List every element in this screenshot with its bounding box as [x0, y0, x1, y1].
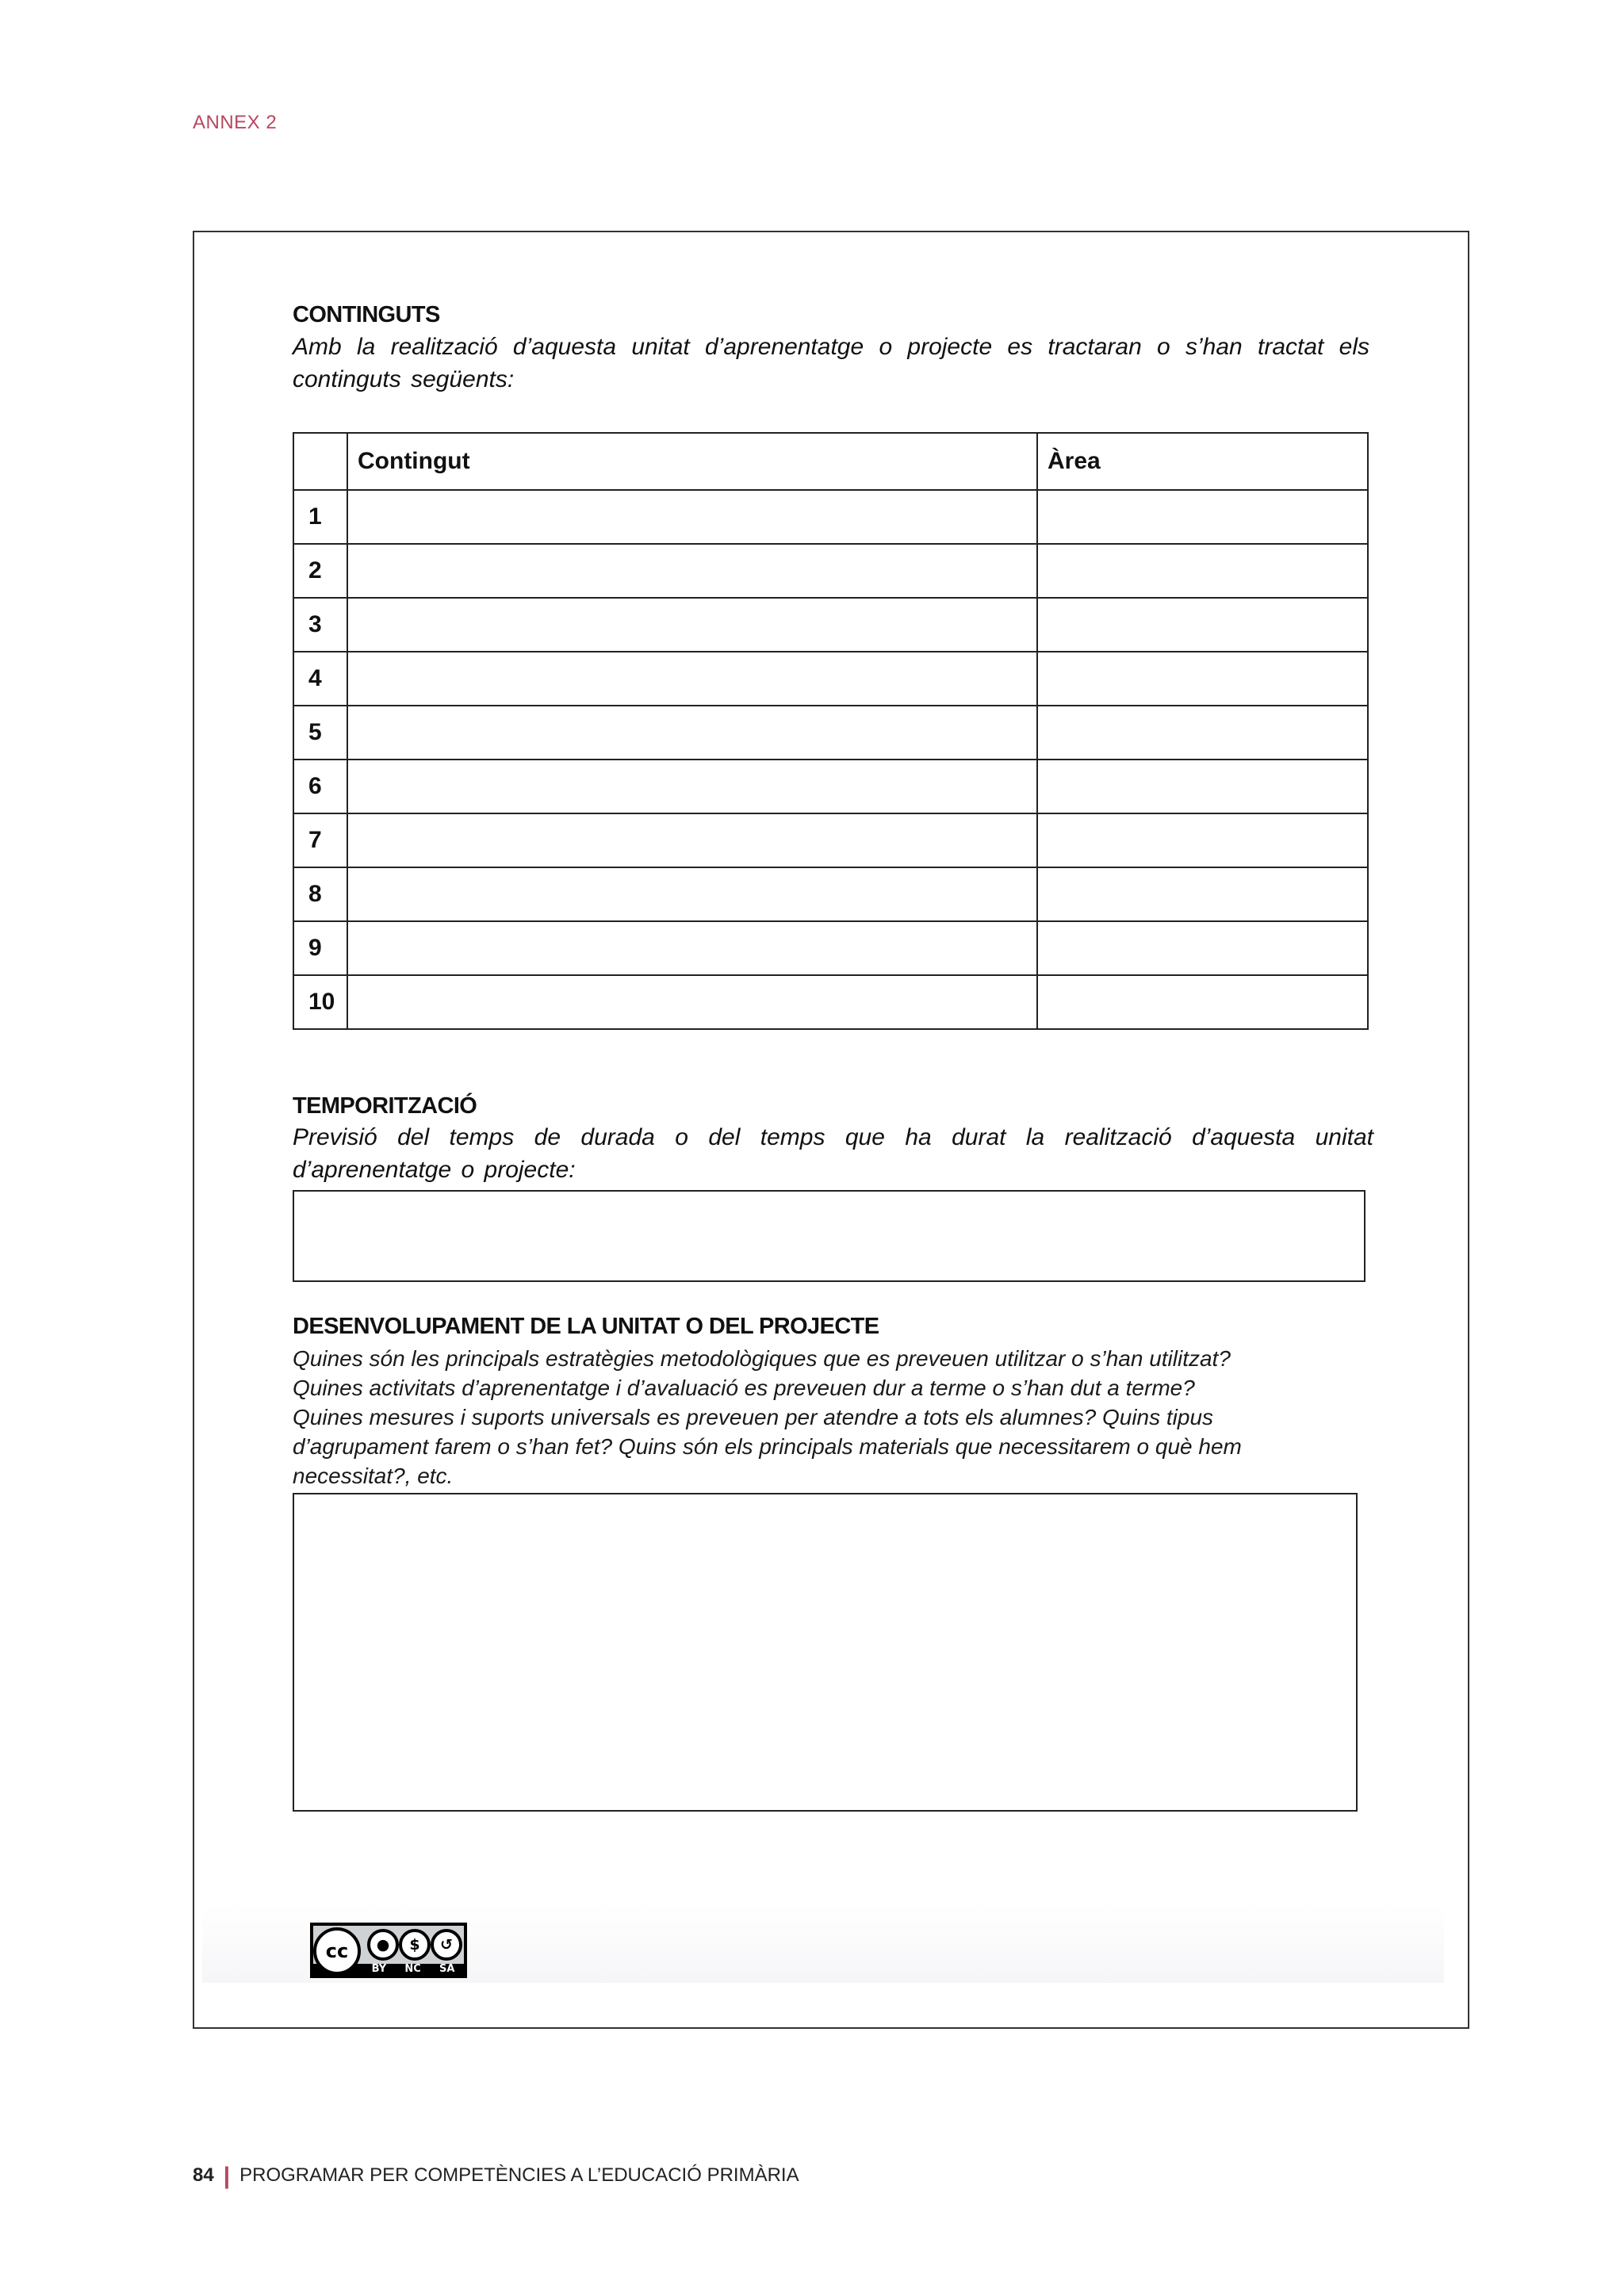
area-cell[interactable]: [1037, 975, 1368, 1029]
development-intro: [293, 1344, 1387, 1490]
table-row: [293, 490, 1368, 544]
area-cell[interactable]: [1037, 490, 1368, 544]
development-title: DESENVOLUPAMENT DE LA UNITAT O DEL PROJECTE: [293, 1314, 879, 1339]
row-number: 1: [293, 490, 347, 544]
table-row: [293, 975, 1368, 1029]
cc-logo-icon: cc: [313, 1927, 361, 1975]
sharealike-icon: ↺: [431, 1929, 462, 1961]
development-input-box[interactable]: [293, 1493, 1358, 1812]
contents-intro: Amb la realització d’aquesta unitat d’aprenentatge o projecte es tractaran o s’han tractat els continguts següents:: [293, 334, 1369, 392]
header-cell-contingut: Contingut: [347, 433, 1037, 490]
timing-input-box[interactable]: [293, 1190, 1365, 1282]
contingut-cell[interactable]: [347, 867, 1037, 921]
table-row: [293, 652, 1368, 706]
row-number: 10: [293, 975, 347, 1029]
contingut-cell[interactable]: [347, 490, 1037, 544]
contingut-cell[interactable]: [347, 921, 1037, 975]
table-row: [293, 867, 1368, 921]
table-row: [293, 760, 1368, 813]
row-number: 8: [293, 867, 347, 921]
license-sa-label: SA: [439, 1963, 455, 1975]
page-footer: [193, 2163, 799, 2190]
table-row: [293, 706, 1368, 760]
contingut-cell[interactable]: [347, 975, 1037, 1029]
timing-title: TEMPORITZACIÓ: [293, 1093, 477, 1119]
table-header-row: [293, 433, 1368, 490]
annex-label: ANNEX 2: [193, 112, 278, 133]
attribution-icon: ●: [367, 1929, 399, 1961]
area-cell[interactable]: [1037, 598, 1368, 652]
row-number: 5: [293, 706, 347, 760]
development-line: Quines són les principals estratègies metodològiques que es preveuen utilitzar o s’han utilitzat?: [293, 1346, 1231, 1371]
row-number: 4: [293, 652, 347, 706]
contingut-cell[interactable]: [347, 652, 1037, 706]
table-row: [293, 921, 1368, 975]
contingut-cell[interactable]: [347, 813, 1037, 867]
row-number: 7: [293, 813, 347, 867]
table-row: [293, 544, 1368, 598]
table-row: [293, 813, 1368, 867]
row-number: 3: [293, 598, 347, 652]
license-nc-label: NC: [404, 1963, 421, 1975]
contingut-cell[interactable]: [347, 706, 1037, 760]
area-cell[interactable]: [1037, 921, 1368, 975]
development-line: necessitat?, etc.: [293, 1464, 454, 1488]
contingut-cell[interactable]: [347, 598, 1037, 652]
license-labels: [362, 1963, 464, 1975]
row-number: 6: [293, 760, 347, 813]
area-cell[interactable]: [1037, 813, 1368, 867]
footer-title: PROGRAMAR PER COMPETÈNCIES A L’EDUCACIÓ PRIMÀRIA: [239, 2164, 799, 2186]
row-number: 2: [293, 544, 347, 598]
form-frame: [193, 231, 1469, 2029]
page-number: 84: [193, 2164, 214, 2186]
area-cell[interactable]: [1037, 867, 1368, 921]
footer-divider: |: [223, 2163, 231, 2189]
license-by-label: BY: [371, 1963, 387, 1975]
area-cell[interactable]: [1037, 706, 1368, 760]
creative-commons-by-nc-sa-icon: [310, 1923, 467, 1978]
area-cell[interactable]: [1037, 760, 1368, 813]
contingut-cell[interactable]: [347, 760, 1037, 813]
development-line: d’agrupament farem o s’han fet? Quins són els principals materials que necessitarem o què hem: [293, 1434, 1242, 1459]
row-number: 9: [293, 921, 347, 975]
timing-intro: Previsió del temps de durada o del temps que ha durat la realització d’aquesta unitat d’aprenentatge o projecte:: [293, 1124, 1373, 1183]
area-cell[interactable]: [1037, 652, 1368, 706]
development-line: Quines activitats d’aprenentatge i d’avaluació es preveuen dur a terme o s’han dut a terme?: [293, 1376, 1195, 1400]
header-cell-number: [293, 433, 347, 490]
development-line: Quines mesures i suports universals es preveuen per atendre a tots els alumnes? Quins tipus: [293, 1405, 1214, 1429]
contents-title: CONTINGUTS: [293, 302, 440, 327]
contingut-cell[interactable]: [347, 544, 1037, 598]
header-cell-area: Àrea: [1037, 433, 1368, 490]
table-row: [293, 598, 1368, 652]
area-cell[interactable]: [1037, 544, 1368, 598]
contents-table: [293, 432, 1369, 1030]
noncommercial-icon: $: [399, 1929, 431, 1961]
